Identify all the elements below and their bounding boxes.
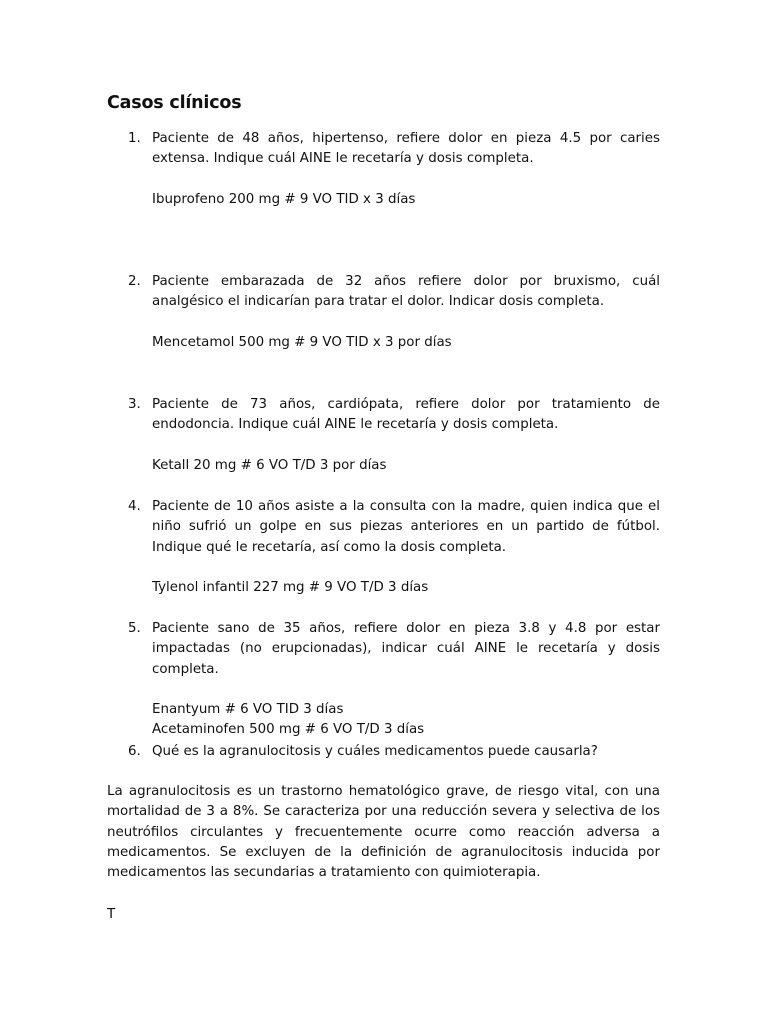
list-item [107, 619, 660, 741]
item-number: 4. [128, 499, 141, 514]
item-number: 5. [128, 621, 141, 636]
item-answer: Ketall 20 mg # 6 VO T/D 3 por días [152, 457, 387, 473]
item-answer: Mencetamol 500 mg # 9 VO TID x 3 por días [152, 334, 452, 350]
item-answer: Tylenol infantil 227 mg # 9 VO T/D 3 días [152, 580, 429, 596]
list-item [107, 272, 660, 353]
item-number: 3. [128, 397, 141, 412]
list-item [107, 395, 660, 476]
item-number: 1. [128, 131, 141, 146]
body-paragraph: La agranulocitosis es un trastorno hematológico grave, de riesgo vital, con una mortalidad de 3 a 8%. Se caracteriza por una reducción severa y selectiva de los neutrófilos circulantes y frecuentemente ocurre como reacción adversa a medicamentos. Se excluyen de la definición de agranulocitosis inducida por medicamentos las secundarias a tratamiento con quimioterapia. [107, 784, 660, 881]
list-item [107, 129, 660, 210]
item-question: Paciente sano de 35 años, refiere dolor en pieza 3.8 y 4.8 por estar impactadas (no erupcionadas), indicar cuál AINE le recetaría y dosis completa. [152, 621, 660, 677]
item-answer: Enantyum # 6 VO TID 3 días [152, 702, 344, 718]
list-item [107, 497, 660, 598]
item-answer: Ibuprofeno 200 mg # 9 VO TID x 3 días [152, 191, 416, 207]
trailing-text: T [107, 907, 116, 922]
item-question: Paciente embarazada de 32 años refiere dolor por bruxismo, cuál analgésico el indicarían para tratar el dolor. Indicar dosis completa. [152, 274, 660, 310]
list-item [107, 742, 660, 762]
item-question: Paciente de 48 años, hipertenso, refiere dolor en pieza 4.5 por caries extensa. Indique cuál AINE le recetaría y dosis completa. [152, 131, 660, 167]
item-question: Qué es la agranulocitosis y cuáles medicamentos puede causarla? [152, 744, 598, 759]
item-number: 6. [128, 744, 141, 759]
item-question: Paciente de 73 años, cardiópata, refiere dolor por tratamiento de endodoncia. Indique cuál AINE le recetaría y dosis completa. [152, 397, 660, 433]
item-question: Paciente de 10 años asiste a la consulta con la madre, quien indica que el niño sufrió un golpe en sus piezas anteriores en un partido de fútbol. Indique qué le recetaría, así como la dosis completa. [152, 499, 660, 555]
item-number: 2. [128, 274, 141, 289]
item-answer: Acetaminofen 500 mg # 6 VO T/D 3 días [152, 722, 425, 738]
document-title: Casos clínicos [107, 93, 242, 113]
